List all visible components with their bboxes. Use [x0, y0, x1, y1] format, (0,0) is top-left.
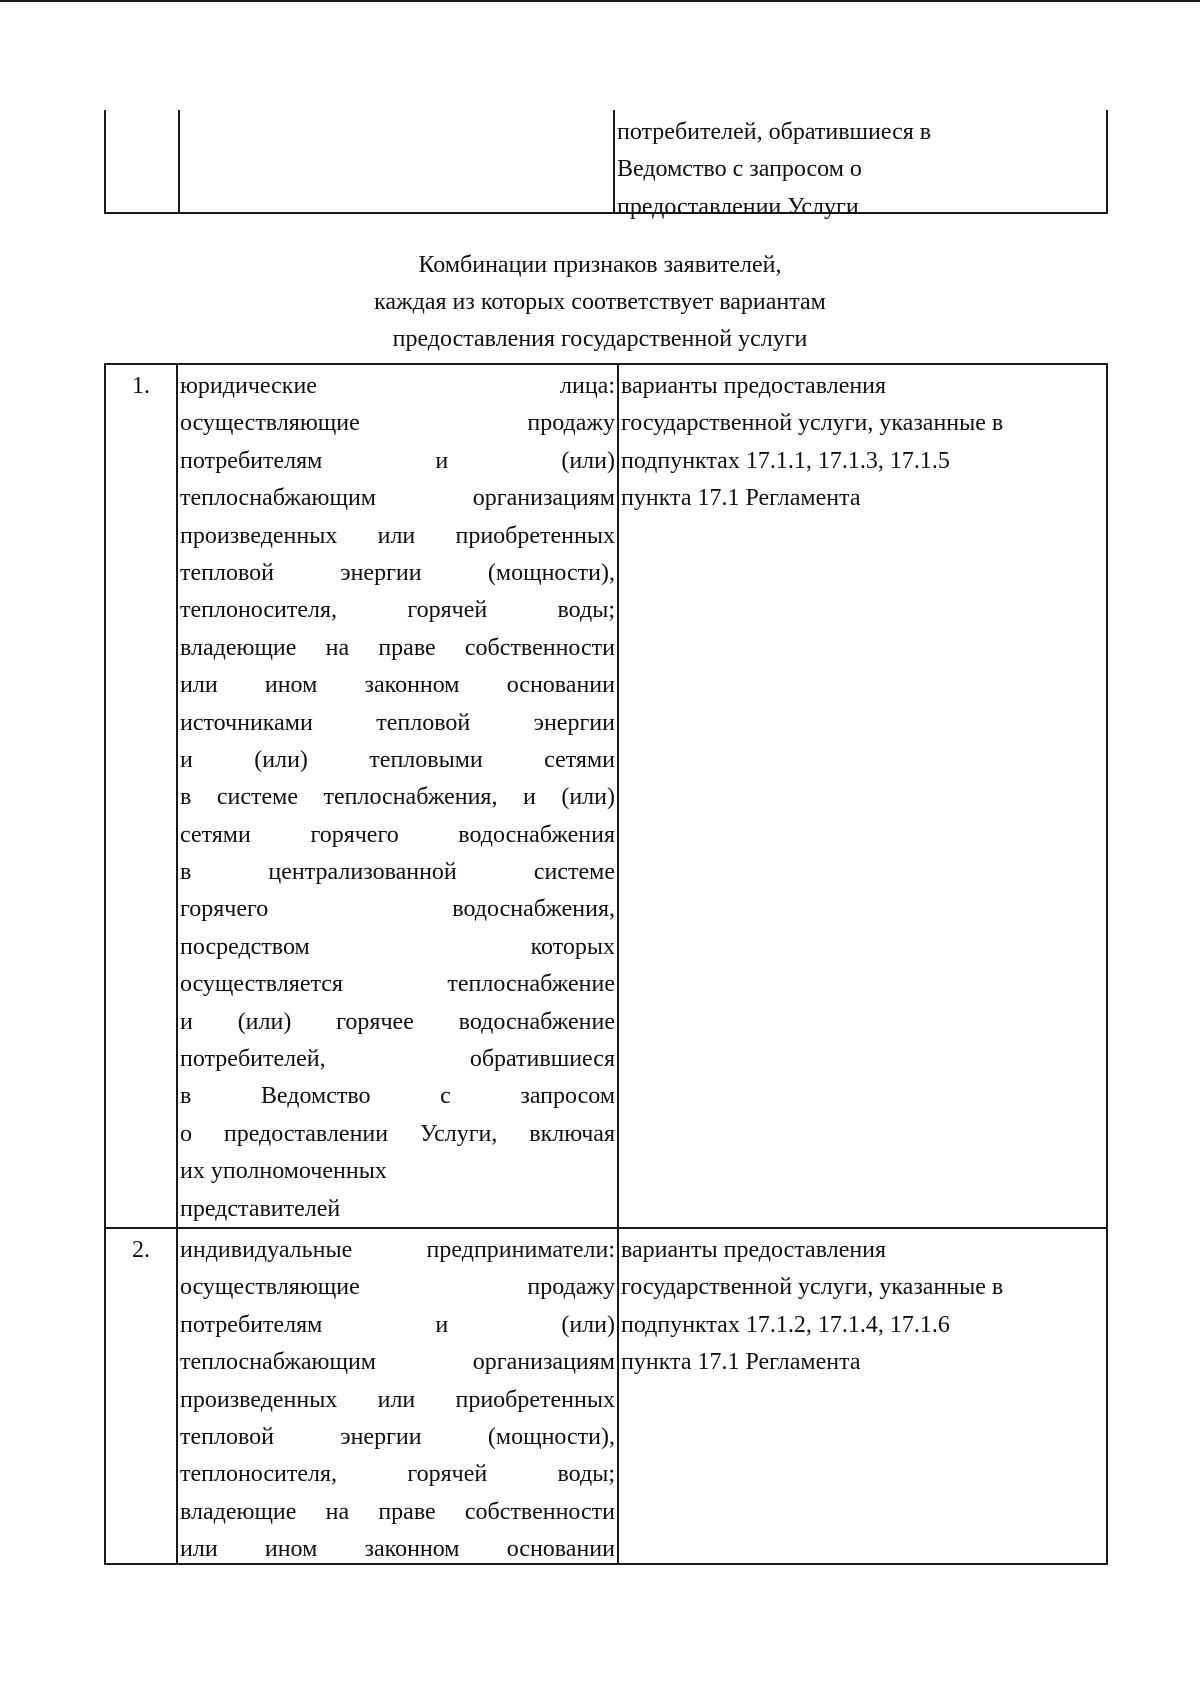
text-line: подпунктах 17.1.1, 17.1.3, 17.1.5 — [621, 447, 950, 474]
text-line: осуществляющие продажу — [180, 410, 615, 437]
row-number: 1. — [132, 373, 150, 399]
col-border — [617, 363, 619, 1565]
service-variants — [621, 368, 1103, 518]
text-line: пункта 17.1 Регламента — [621, 485, 861, 512]
col-border — [104, 363, 106, 1565]
applicant-criteria — [180, 1232, 615, 1569]
text-line: потребителям и (или) — [180, 447, 615, 474]
heading-line: каждая из которых соответствует вариантам — [374, 289, 826, 315]
text-line: владеющие на праве собственности — [180, 1498, 615, 1525]
row-number: 2. — [132, 1237, 150, 1263]
text-line: теплоснабжающим организациям — [180, 1349, 615, 1376]
text-line: и (или) горячее водоснабжение — [180, 1008, 615, 1035]
text-line: тепловой энергии (мощности), — [180, 559, 615, 586]
section-heading — [300, 247, 900, 358]
text-line: произведенных или приобретенных — [180, 522, 615, 549]
text-line: о предоставлении Услуги, включая — [180, 1120, 615, 1147]
text-line: произведенных или приобретенных — [180, 1386, 615, 1413]
text-line: представителей — [180, 1195, 341, 1222]
text-line: в Ведомство с запросом — [180, 1083, 615, 1110]
top-fragment-text — [617, 114, 1097, 226]
col-border — [104, 110, 106, 214]
text-line: предоставлении Услуги — [617, 193, 859, 220]
text-line: потребителей, обратившиеся — [180, 1046, 615, 1073]
text-line: сетями горячего водоснабжения — [180, 821, 615, 848]
heading-line: предоставления государственной услуги — [392, 326, 808, 352]
text-line: тепловой энергии (мощности), — [180, 1423, 615, 1450]
text-line: государственной услуги, указанные в — [621, 1274, 1004, 1301]
service-variants — [621, 1232, 1103, 1382]
text-line: и (или) тепловыми сетями — [180, 746, 615, 773]
text-line: в централизованной системе — [180, 859, 615, 886]
text-line: осуществляющие продажу — [180, 1274, 615, 1301]
text-line: в системе теплоснабжения, и (или) — [180, 784, 615, 811]
col-border — [1106, 110, 1108, 214]
text-line: Ведомство с запросом о — [617, 156, 862, 183]
text-line: осуществляется теплоснабжение — [180, 971, 615, 998]
col-border — [176, 363, 178, 1565]
text-line: теплоносителя, горячей воды; — [180, 1461, 615, 1488]
text-line: владеющие на праве собственности — [180, 634, 615, 661]
text-line: индивидуальные предприниматели: — [180, 1237, 615, 1263]
text-line: юридические лица: — [180, 373, 615, 399]
text-line: государственной услуги, указанные в — [621, 410, 1004, 437]
text-line: теплоносителя, горячей воды; — [180, 597, 615, 624]
text-line: источниками тепловой энергии — [180, 709, 615, 736]
text-line: подпунктах 17.1.2, 17.1.4, 17.1.6 — [621, 1311, 950, 1338]
table-top-border — [104, 363, 1108, 365]
col-border — [178, 110, 180, 214]
text-line: или ином законном основании — [180, 1536, 615, 1563]
page-top-border — [0, 0, 1200, 2]
text-line: варианты предоставления — [621, 373, 887, 399]
text-line: потребителей, обратившиеся в — [617, 119, 932, 145]
text-line: пункта 17.1 Регламента — [621, 1349, 861, 1376]
heading-line: Комбинации признаков заявителей, — [418, 252, 782, 278]
text-line: потребителям и (или) — [180, 1311, 615, 1338]
col-border — [1106, 363, 1108, 1565]
text-line: или ином законном основании — [180, 672, 615, 699]
text-line: посредством которых — [180, 933, 615, 960]
text-line: горячего водоснабжения, — [180, 896, 615, 923]
text-line: теплоснабжающим организациям — [180, 485, 615, 512]
col-border — [613, 110, 615, 214]
text-line: их уполномоченных — [180, 1158, 387, 1185]
text-line: варианты предоставления — [621, 1237, 887, 1263]
applicant-criteria — [180, 368, 615, 1228]
